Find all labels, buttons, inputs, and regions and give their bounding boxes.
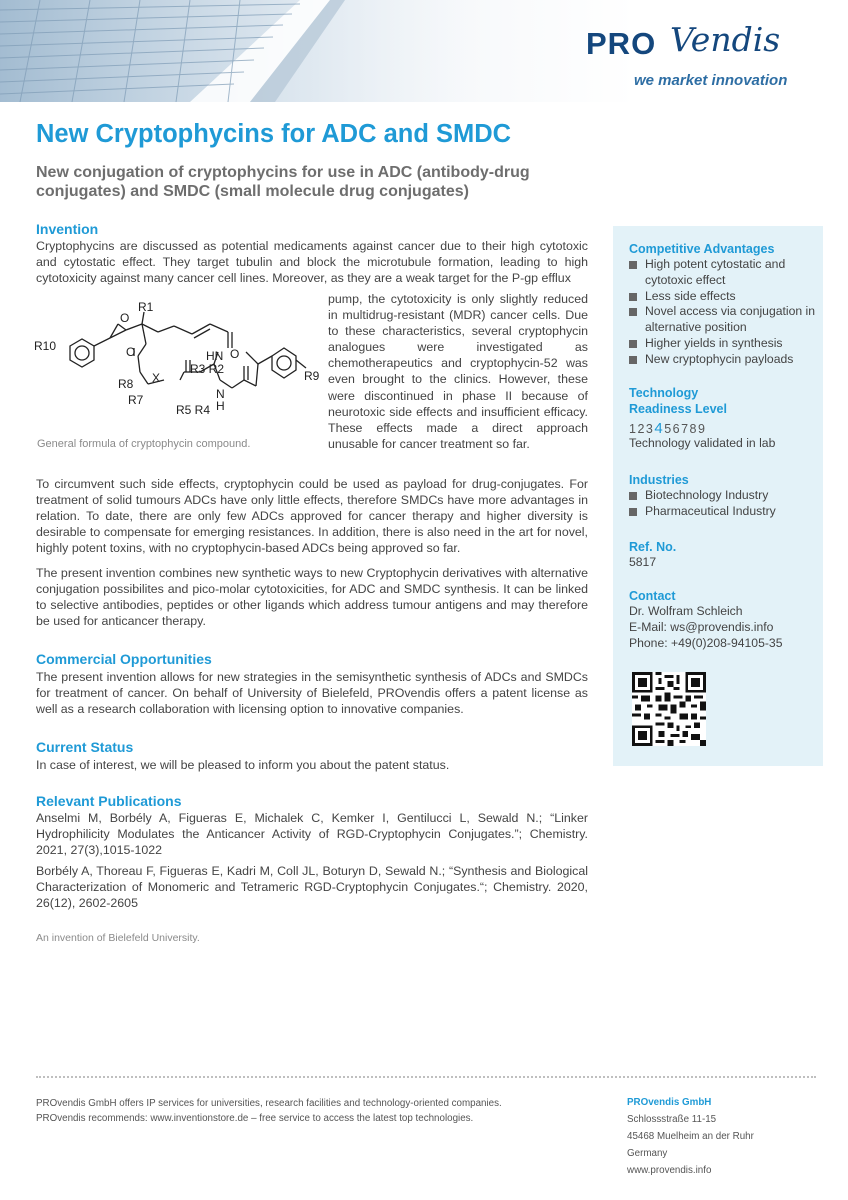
advantages-list [629,257,819,368]
footer-line-2: PROvendis recommends: www.inventionstore.de – free service to access the latest top technologies. [36,1113,474,1124]
contact-email[interactable]: E-Mail: ws@provendis.info [629,620,774,634]
trl-heading: Technology Readiness Level [629,386,727,416]
page-title: New Cryptophycins for ADC and SMDC [36,120,512,148]
logo-pro-text: PRO [586,26,657,61]
advantage-item: Less side effects [629,289,819,305]
publications-heading: Relevant Publications [36,793,182,809]
logo-tagline: we market innovation [634,72,788,89]
trl-active-level: 4 [654,420,665,437]
page-subtitle: New conjugation of cryptophycins for use in ADC (antibody-drug conjugates) and SMDC (small molecule drug conjugates) [36,164,530,200]
header-banner [0,0,848,102]
trl-after: 56789 [664,422,707,436]
label-epoxide-o: O [120,311,130,325]
sidebar [613,226,823,766]
footer-address [627,1094,754,1179]
invention-heading: Invention [36,221,99,237]
industry-item: Pharmaceutical Industry [629,504,819,520]
building-photo [0,0,520,102]
trl-description: Technology validated in lab [629,436,776,450]
publication-1: Anselmi M, Borbély A, Figueras E, Michalek C, Kemker I, Gentilucci L, Sewald N.; “Linker Hydrophilicity Modulates the Anticancer Activity of RGD-Cryptophycin Conjugates.”; Chemistry. 2021, 27(3),1015-1022 [36,811,588,858]
footer-line-1: PROvendis GmbH offers IP services for universities, research facilities and technology-oriented companies. [36,1098,502,1109]
label-r7: R7 [128,393,144,407]
commercial-heading: Commercial Opportunities [36,651,212,667]
invention-note: An invention of Bielefeld University. [36,932,200,944]
advantage-item: Novel access via conjugation in alternative position [629,304,819,336]
label-r3r2: R3 R2 [190,362,225,376]
provendis-logo [586,20,826,90]
contact-name: Dr. Wolfram Schleich [629,604,743,618]
ref-heading: Ref. No. [629,540,677,554]
advantage-item: Higher yields in synthesis [629,336,819,352]
commercial-text: The present invention allows for new strategies in the semisynthetic synthesis of ADCs and SMDCs for treatment of cancer. On behalf of University of Bielefeld, PROvendis offers a patent license as well as a research collaboration with licensing option to innovative companies. [36,670,588,717]
footer-street: Schlossstraße 11-15 [627,1114,717,1125]
industries-list [629,488,819,520]
invention-paragraph-3: The present invention combines new synthetic ways to new Cryptophycin derivatives with alternative conjugation possibilites and pico-molar cytotoxicities, for ADC and SMDC synthesis. It can be linked to selective antibodies, peptides or other ligands which address tumour antigens and may therefore be used for anticancer therapy. [36,566,588,629]
trl-before: 123 [629,422,655,436]
label-h: H [216,399,225,413]
label-amide-o: O [230,347,240,361]
label-n: N [216,387,225,401]
ref-number: 5817 [629,555,657,569]
qr-code[interactable] [632,672,706,746]
label-r9: R9 [304,369,320,383]
label-r5r4: R5 R4 [176,403,211,417]
footer-website[interactable]: www.provendis.info [627,1165,712,1176]
advantages-heading: Competitive Advantages [629,242,775,256]
contact-heading: Contact [629,589,676,603]
label-ester-o: O [126,345,136,359]
label-x: X [152,371,161,385]
publication-2: Borbély A, Thoreau F, Figueras E, Kadri M, Coll JL, Boturyn D, Sewald N.; “Synthesis and Biological Characterization of Monomeric and Tetrameric RGD-Cryptophycin Conjugates.“; Chemistry. 2020, 26(12), 2602-2605 [36,864,588,911]
advantage-item: New cryptophycin payloads [629,352,819,368]
figure-caption: General formula of cryptophycin compound. [37,438,251,450]
trl-scale [629,420,706,437]
invention-paragraph-1: Cryptophycins are discussed as potential medicaments against cancer due to their high cytotoxic and cytostatic effect. They target tubulin and block the microtubule formation, leading to high cytotoxicity against many cancer cell lines. Moreover, as they are a weak target for the P-gp efflux [36,239,588,286]
industry-item: Biotechnology Industry [629,488,819,504]
cryptophycin-structure-diagram [34,300,324,432]
status-text: In case of interest, we will be pleased to inform you about the patent status. [36,758,450,772]
invention-paragraph-1-continued: pump, the cytotoxicity is only slightly reduced in multidrug-resistant (MDR) cancer cells. Due to these characteristics, several cryptophycin analogues were investigated as chemotherapeutics and cryptophycin-52 was even brought to the clinics. However, these were discontinued in phase II because of neurotoxic side effects and insufficient efficacy. These effects made a direct approach unusable for cancer treatment so far. [328,292,588,451]
label-r10: R10 [34,339,57,353]
footer-info [36,1096,596,1126]
footer-company: PROvendis GmbH [627,1097,712,1108]
label-r1: R1 [138,300,154,314]
advantage-item: High potent cytostatic and cytotoxic effect [629,257,819,289]
footer-divider [36,1076,816,1078]
footer-city: 45468 Muelheim an der Ruhr [627,1131,754,1142]
logo-vendis-text: Vendis [670,20,781,59]
status-heading: Current Status [36,739,134,755]
label-r8: R8 [118,377,134,391]
contact-phone[interactable]: Phone: +49(0)208-94105-35 [629,636,783,650]
footer-country: Germany [627,1148,668,1159]
label-hn: HN [206,349,224,363]
invention-paragraph-2: To circumvent such side effects, cryptophycin could be used as payload for drug-conjugates. For treatment of solid tumours ADCs have only little effects, therefore SMDCs have more advantages in relation. To date, there are only few ADCs approved for cancer therapy and higher diversity is desirable to compensate for emerging resistances. In addition, there is also need in the art for novel, highly potent toxins, with no cryptophycin-based ADCs being approved so far. [36,477,588,556]
industries-heading: Industries [629,473,689,487]
